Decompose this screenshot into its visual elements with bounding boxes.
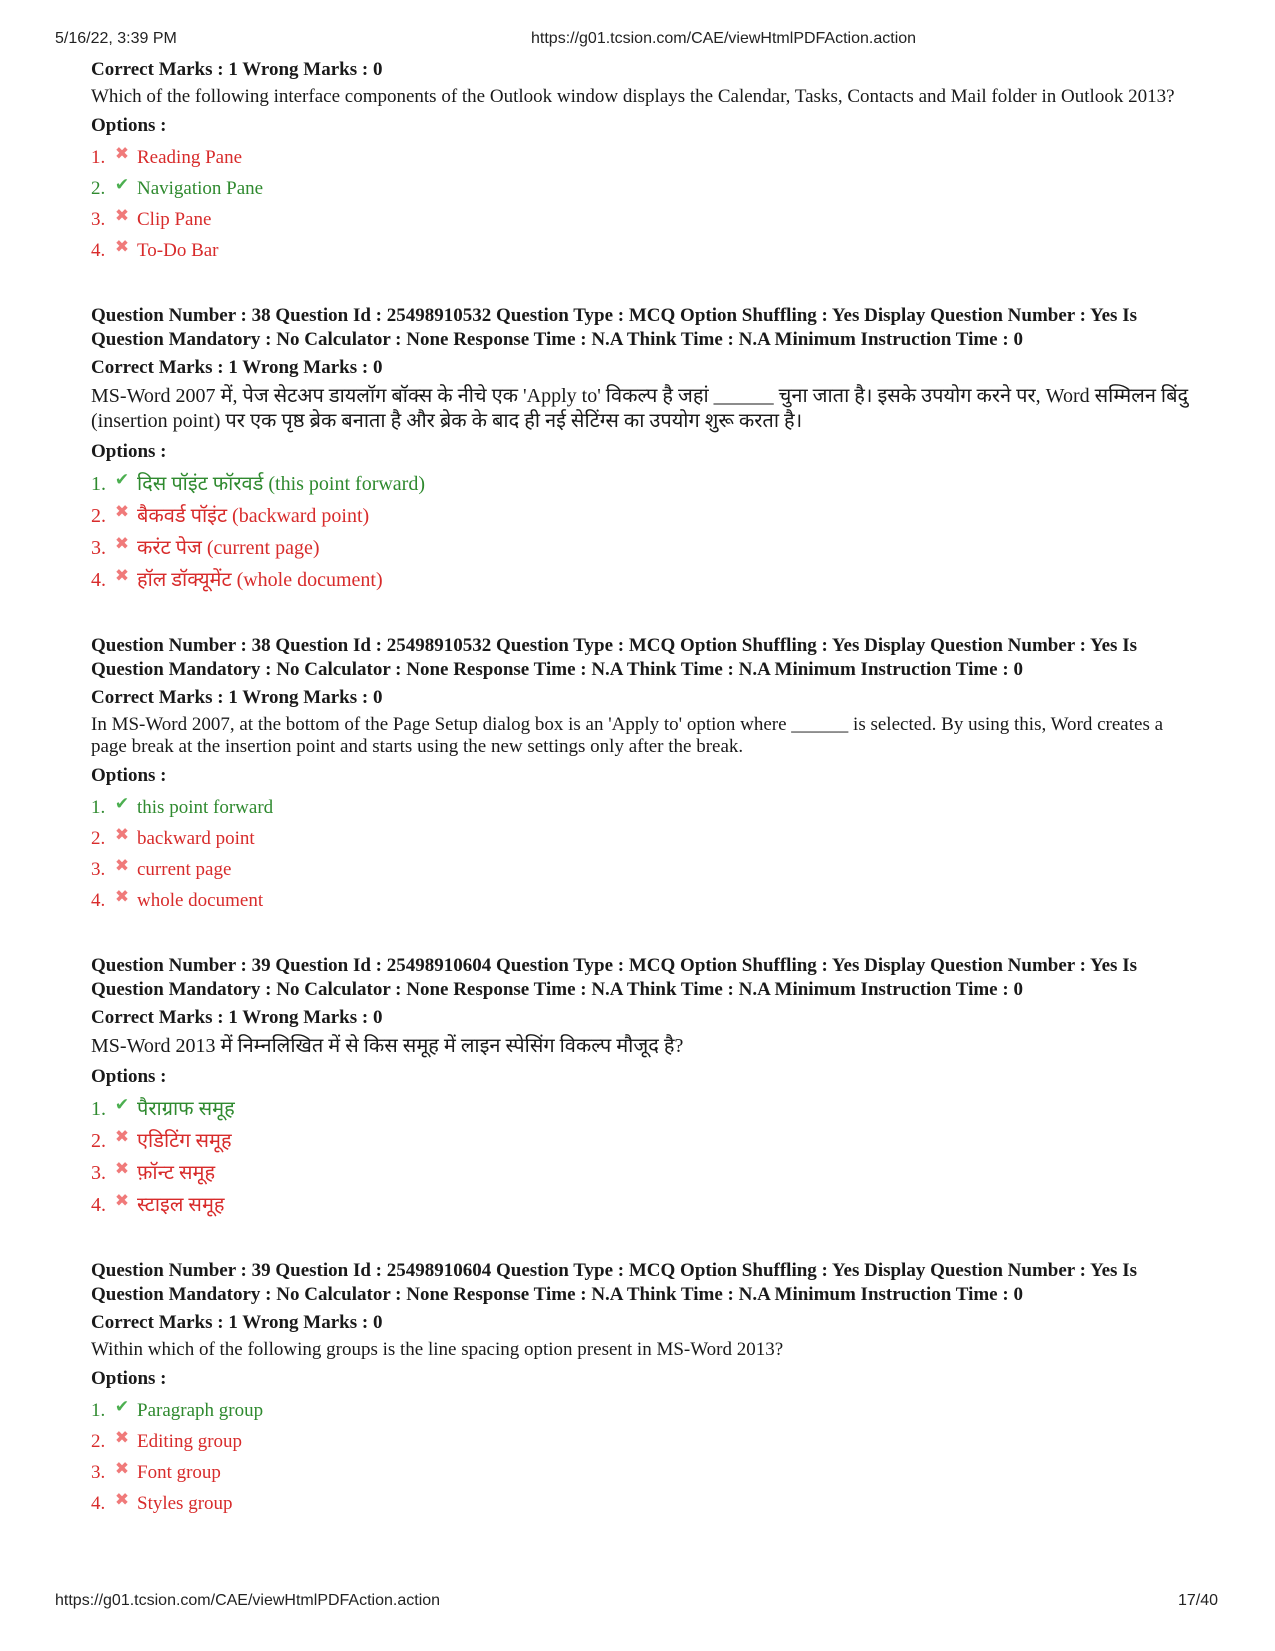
- question-meta: Question Number : 38 Question Id : 25498910532 Question Type : MCQ Option Shuffling : Yes Display Question Number : Yes Is Question Mandatory : No Calculator : None Response Time : N.A Think Time : N.A Minimum Instruction Time : 0: [91, 635, 1137, 680]
- page-number: 17/40: [1178, 1592, 1219, 1609]
- option-text: दिस पॉइंट फॉरवर्ड (this point forward): [137, 473, 425, 495]
- question-meta: Question Number : 38 Question Id : 25498910532 Question Type : MCQ Option Shuffling : Yes Display Question Number : Yes Is Question Mandatory : No Calculator : None Response Time : N.A Think Time : N.A Minimum Instruction Time : 0: [91, 305, 1137, 350]
- option-text: हॉल डॉक्यूमेंट (whole document): [137, 569, 383, 591]
- cross-icon: ✖: [114, 825, 130, 844]
- option-number: 3.: [91, 1162, 106, 1184]
- option-text: फ़ॉन्ट समूह: [137, 1162, 216, 1184]
- option-number: 3.: [91, 859, 106, 880]
- cross-icon: ✖: [114, 1490, 130, 1509]
- option-number: 4.: [91, 1194, 106, 1216]
- option-text: बैकवर्ड पॉइंट (backward point): [137, 505, 370, 527]
- option-number: 2.: [91, 1130, 106, 1152]
- option-item: [91, 823, 1196, 854]
- cross-icon: ✖: [114, 237, 130, 256]
- option-number: 4.: [91, 240, 106, 261]
- question-text: MS-Word 2007 में, पेज सेटअप डायलॉग बॉक्स के नीचे एक 'Apply to' विकल्प है जहां ______ चुना जाता है। इसके उपयोग करने पर, Word सम्मिलन बिंदु (insertion point) पर एक पृष्ठ ब्रेक बनाता है और ब्रेक के बाद ही नई सेटिंग्स का उपयोग शुरू करता है।: [91, 385, 1189, 432]
- question-block: [91, 954, 1196, 1221]
- print-url-footer: https://g01.tcsion.com/CAE/viewHtmlPDFAction.action: [55, 1592, 441, 1609]
- option-item: [91, 235, 1196, 266]
- cross-icon: ✖: [114, 206, 130, 225]
- option-text: करंट पेज (current page): [137, 537, 320, 559]
- option-item: [91, 1093, 1196, 1125]
- option-text: पैराग्राफ समूह: [137, 1098, 235, 1120]
- option-text: current page: [137, 859, 232, 880]
- question-text: MS-Word 2013 में निम्नलिखित में से किस समूह में लाइन स्पेसिंग विकल्प मौजूद है?: [91, 1035, 684, 1057]
- option-number: 2.: [91, 505, 106, 527]
- option-text: this point forward: [137, 797, 274, 818]
- cross-icon: ✖: [114, 856, 130, 875]
- option-item: [91, 885, 1196, 916]
- cross-icon: ✖: [114, 1191, 130, 1210]
- option-text: स्टाइल समूह: [137, 1194, 225, 1216]
- cross-icon: ✖: [114, 1459, 130, 1478]
- option-number: 1.: [91, 1098, 106, 1120]
- option-item: [91, 142, 1196, 173]
- option-text: Clip Pane: [137, 209, 212, 230]
- check-icon: ✔: [114, 175, 130, 194]
- option-item: [91, 854, 1196, 885]
- option-number: 4.: [91, 569, 106, 591]
- option-number: 1.: [91, 1400, 106, 1421]
- option-item: [91, 468, 1196, 500]
- option-text: Font group: [137, 1462, 221, 1483]
- option-item: [91, 792, 1196, 823]
- option-item: [91, 1426, 1196, 1457]
- option-number: 2.: [91, 178, 106, 199]
- check-icon: ✔: [114, 794, 130, 813]
- option-text: whole document: [137, 890, 264, 911]
- cross-icon: ✖: [114, 1127, 130, 1146]
- question-block: [91, 58, 1196, 266]
- option-item: [91, 1189, 1196, 1221]
- option-number: 4.: [91, 890, 106, 911]
- option-number: 1.: [91, 473, 106, 495]
- option-text: backward point: [137, 828, 255, 849]
- cross-icon: ✖: [114, 144, 130, 163]
- print-url-header: https://g01.tcsion.com/CAE/viewHtmlPDFAction.action: [531, 30, 917, 47]
- cross-icon: ✖: [114, 1159, 130, 1178]
- question-text: Within which of the following groups is the line spacing option present in MS-Word 2013?: [91, 1339, 784, 1360]
- cross-icon: ✖: [114, 566, 130, 585]
- check-icon: ✔: [114, 1397, 130, 1416]
- options-label: Options :: [91, 441, 167, 462]
- cross-icon: ✖: [114, 534, 130, 553]
- option-number: 2.: [91, 828, 106, 849]
- marks-line: Correct Marks : 1 Wrong Marks : 0: [91, 687, 383, 708]
- option-number: 2.: [91, 1431, 106, 1452]
- option-item: [91, 1125, 1196, 1157]
- question-list: [91, 58, 1196, 1557]
- marks-line: Correct Marks : 1 Wrong Marks : 0: [91, 59, 383, 80]
- option-item: [91, 564, 1196, 596]
- option-number: 3.: [91, 537, 106, 559]
- option-number: 4.: [91, 1493, 106, 1514]
- cross-icon: ✖: [114, 1428, 130, 1447]
- option-item: [91, 1157, 1196, 1189]
- question-block: [91, 304, 1196, 596]
- option-text: Paragraph group: [137, 1400, 264, 1421]
- question-block: [91, 634, 1196, 916]
- question-block: [91, 1259, 1196, 1519]
- option-text: एडिटिंग समूह: [137, 1130, 232, 1152]
- option-item: [91, 1457, 1196, 1488]
- options-label: Options :: [91, 1066, 167, 1087]
- option-item: [91, 500, 1196, 532]
- option-item: [91, 1488, 1196, 1519]
- options-label: Options :: [91, 765, 167, 786]
- cross-icon: ✖: [114, 887, 130, 906]
- option-item: [91, 204, 1196, 235]
- option-number: 3.: [91, 209, 106, 230]
- question-meta: Question Number : 39 Question Id : 25498910604 Question Type : MCQ Option Shuffling : Yes Display Question Number : Yes Is Question Mandatory : No Calculator : None Response Time : N.A Think Time : N.A Minimum Instruction Time : 0: [91, 955, 1137, 1000]
- options-label: Options :: [91, 1368, 167, 1389]
- question-text: In MS-Word 2007, at the bottom of the Page Setup dialog box is an 'Apply to' option where ______ is selected. By using this, Word creates a page break at the insertion point and starts using the new settings only after the break.: [91, 714, 1164, 757]
- question-meta: Question Number : 39 Question Id : 25498910604 Question Type : MCQ Option Shuffling : Yes Display Question Number : Yes Is Question Mandatory : No Calculator : None Response Time : N.A Think Time : N.A Minimum Instruction Time : 0: [91, 1260, 1137, 1305]
- option-item: [91, 173, 1196, 204]
- option-number: 1.: [91, 147, 106, 168]
- option-text: Navigation Pane: [137, 178, 264, 199]
- check-icon: ✔: [114, 1095, 130, 1114]
- question-text: Which of the following interface components of the Outlook window displays the Calendar, Tasks, Contacts and Mail folder in Outlook 2013?: [91, 86, 1175, 107]
- cross-icon: ✖: [114, 502, 130, 521]
- marks-line: Correct Marks : 1 Wrong Marks : 0: [91, 357, 383, 378]
- options-label: Options :: [91, 115, 167, 136]
- option-number: 3.: [91, 1462, 106, 1483]
- option-text: To-Do Bar: [137, 240, 219, 261]
- option-text: Reading Pane: [137, 147, 243, 168]
- marks-line: Correct Marks : 1 Wrong Marks : 0: [91, 1312, 383, 1333]
- marks-line: Correct Marks : 1 Wrong Marks : 0: [91, 1007, 383, 1028]
- print-datetime: 5/16/22, 3:39 PM: [55, 30, 177, 47]
- option-text: Editing group: [137, 1431, 243, 1452]
- option-item: [91, 1395, 1196, 1426]
- option-number: 1.: [91, 797, 106, 818]
- check-icon: ✔: [114, 470, 130, 489]
- option-text: Styles group: [137, 1493, 233, 1514]
- option-item: [91, 532, 1196, 564]
